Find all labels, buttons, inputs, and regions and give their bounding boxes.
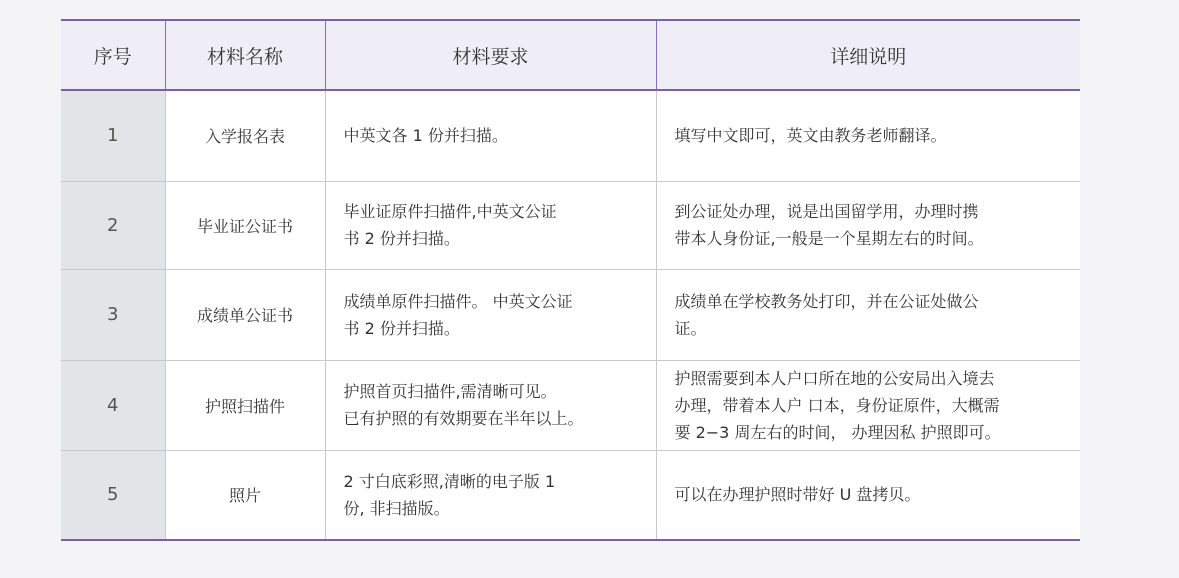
material-detail <box>656 90 1080 181</box>
material-requirement <box>325 90 656 181</box>
detail-line: 可以在办理护照时带好 U 盘拷贝。 <box>674 485 921 505</box>
header-material-name: 材料名称 <box>165 20 325 90</box>
detail-line: 要 2−3 周左右的时间， 办理因私 护照即可。 <box>674 422 1001 442</box>
table-row <box>61 450 1080 540</box>
requirement-line: 已有护照的有效期要在半年以上。 <box>343 409 584 428</box>
table-header-row <box>61 20 1080 90</box>
table-row <box>61 90 1080 181</box>
requirement-line: 中英文各 1 份并扫描。 <box>343 126 508 146</box>
material-requirement <box>325 450 656 540</box>
requirement-line: 成绩单原件扫描件。 中英文公证 <box>343 291 573 311</box>
materials-table <box>61 19 1080 541</box>
table-row <box>61 360 1080 450</box>
requirement-line: 2 寸白底彩照,清晰的电子版 1 <box>343 471 556 491</box>
requirement-line: 毕业证原件扫描件,中英文公证 <box>343 202 557 221</box>
material-requirement <box>325 360 656 450</box>
detail-line: 到公证处办理，说是出国留学用，办理时携 <box>674 202 979 221</box>
material-name: 成绩单公证书 <box>165 269 325 360</box>
requirement-line: 护照首页扫描件,需清晰可见。 <box>343 382 557 401</box>
row-index: 5 <box>61 450 165 540</box>
material-detail <box>656 181 1080 269</box>
material-requirement <box>325 181 656 269</box>
header-index: 序号 <box>61 20 165 90</box>
row-index: 4 <box>61 360 165 450</box>
material-detail <box>656 360 1080 450</box>
detail-line: 成绩单在学校教务处打印，并在公证处做公 <box>674 291 979 311</box>
header-material-requirement: 材料要求 <box>325 20 656 90</box>
requirement-line: 份, 非扫描版。 <box>343 498 450 518</box>
row-index: 2 <box>61 181 165 269</box>
material-detail <box>656 450 1080 540</box>
material-name: 毕业证公证书 <box>165 181 325 269</box>
row-index: 3 <box>61 269 165 360</box>
detail-line: 填写中文即可，英文由教务老师翻译。 <box>674 126 947 146</box>
row-index: 1 <box>61 90 165 181</box>
material-requirement <box>325 269 656 360</box>
detail-line: 护照需要到本人户口所在地的公安局出入境去 <box>674 368 995 388</box>
header-detail: 详细说明 <box>656 20 1080 90</box>
table-row <box>61 181 1080 269</box>
detail-line: 证。 <box>674 318 707 338</box>
table-row <box>61 269 1080 360</box>
materials-table-container <box>61 19 1080 541</box>
material-detail <box>656 269 1080 360</box>
material-name: 照片 <box>165 450 325 540</box>
requirement-line: 书 2 份并扫描。 <box>343 318 460 338</box>
material-name: 护照扫描件 <box>165 360 325 450</box>
material-name: 入学报名表 <box>165 90 325 181</box>
requirement-line: 书 2 份并扫描。 <box>343 229 460 248</box>
detail-line: 带本人身份证,一般是一个星期左右的时间。 <box>674 229 984 248</box>
detail-line: 办理，带着本人户 口本，身份证原件，大概需 <box>674 395 1000 415</box>
